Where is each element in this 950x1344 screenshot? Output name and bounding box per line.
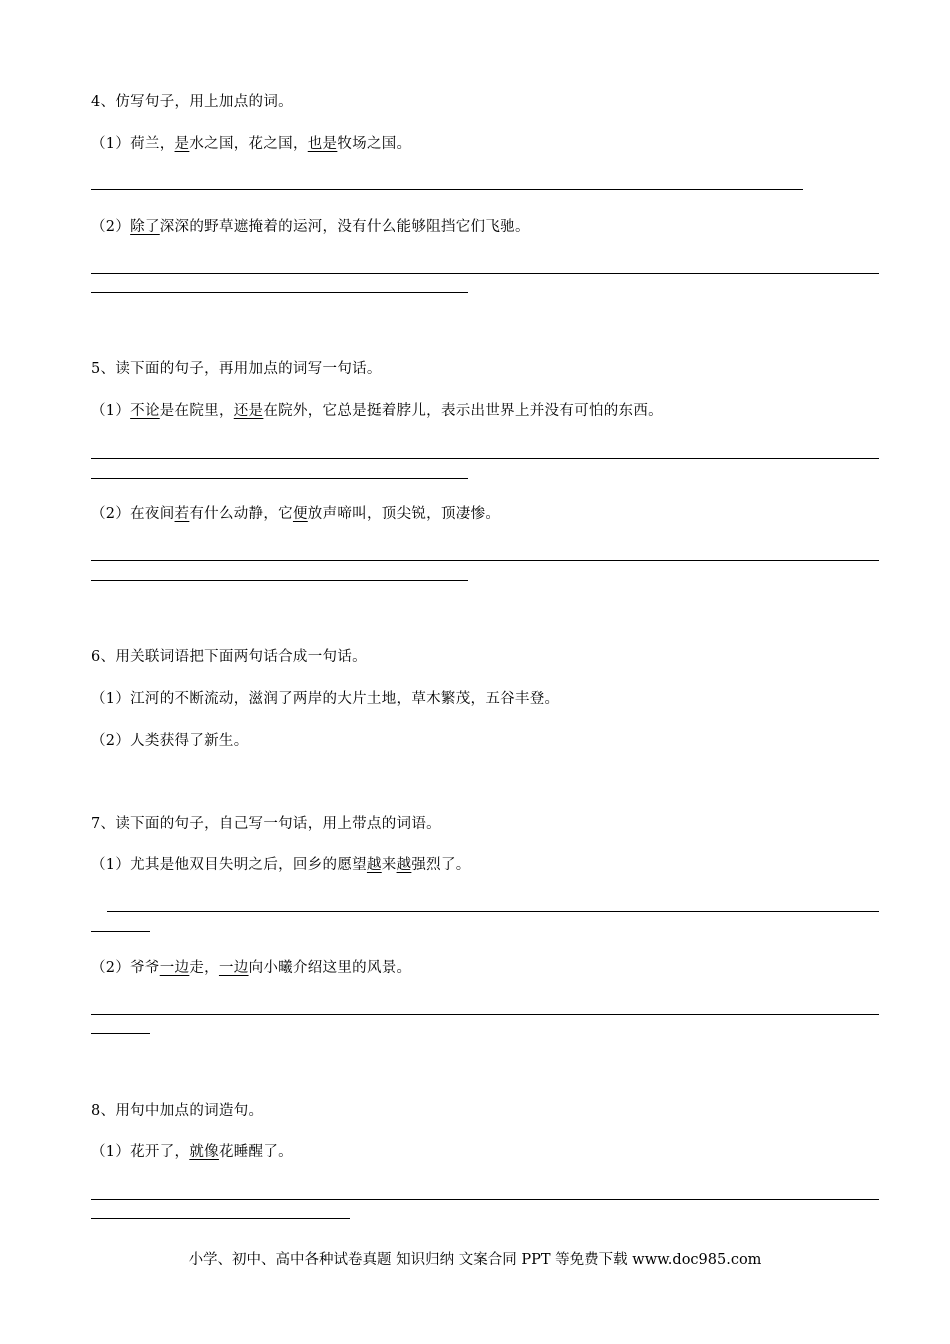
answer-line[interactable] (91, 1199, 879, 1200)
dotted-word: 便 (292, 506, 308, 522)
answer-line[interactable] (107, 911, 879, 912)
q7-sentence-1: （1）尤其是他双目失明之后，回乡的愿望越来越强烈了。 (91, 857, 471, 873)
dotted-word: 还是 (233, 403, 264, 419)
answer-line[interactable] (91, 1014, 879, 1015)
answer-line[interactable] (91, 458, 879, 459)
page-footer: 小学、初中、高中各种试卷真题 知识归纳 文案合同 PPT 等免费下载 www.doc985.com (188, 1252, 762, 1268)
dotted-word: 一边 (218, 960, 249, 976)
dotted-word: 若 (174, 506, 190, 522)
q6-sentence-1: （1）江河的不断流动，滋润了两岸的大片土地，草木繁茂，五谷丰登。 (91, 691, 560, 707)
dotted-word: 是 (174, 136, 190, 152)
dotted-word: 除了 (130, 219, 160, 235)
q5-sentence-1: （1）不论是在院里，还是在院外，它总是挺着脖儿，表示出世界上并没有可怕的东西。 (91, 403, 663, 419)
q6-title: 6、用关联词语把下面两句话合成一句话。 (91, 649, 367, 665)
q5-sentence-2: （2）在夜间若有什么动静，它便放声啼叫，顶尖锐，顶凄惨。 (91, 506, 501, 522)
answer-line[interactable] (91, 478, 468, 479)
q7-title: 7、读下面的句子，自己写一句话，用上带点的词语。 (91, 816, 441, 832)
answer-line[interactable] (91, 189, 803, 190)
dotted-word: 一边 (159, 960, 190, 976)
q4-sentence-2: （2）除了深深的野草遮掩着的运河，没有什么能够阻挡它们飞驰。 (91, 219, 530, 235)
q8-sentence-1: （1）花开了，就像花睡醒了。 (91, 1144, 293, 1160)
q4-title: 4、仿写句子，用上加点的词。 (91, 94, 293, 110)
q5-title: 5、读下面的句子，再用加点的词写一句话。 (91, 361, 382, 377)
dotted-word: 不论 (130, 403, 160, 419)
dotted-word: 也是 (307, 136, 338, 152)
answer-line[interactable] (91, 580, 468, 581)
answer-line[interactable] (91, 931, 150, 932)
dotted-word: 越 (366, 857, 382, 873)
answer-line[interactable] (91, 1218, 350, 1219)
q8-title: 8、用句中加点的词造句。 (91, 1103, 264, 1119)
q6-sentence-2: （2）人类获得了新生。 (91, 733, 249, 749)
answer-line[interactable] (91, 1033, 150, 1034)
dotted-word: 就像 (189, 1144, 219, 1160)
answer-line[interactable] (91, 560, 879, 561)
q4-sentence-1: （1）荷兰，是水之国，花之国，也是牧场之国。 (91, 136, 412, 152)
q7-sentence-2: （2）爷爷一边走，一边向小曦介绍这里的风景。 (91, 960, 412, 976)
answer-line[interactable] (91, 292, 468, 293)
dotted-word: 越 (396, 857, 412, 873)
answer-line[interactable] (91, 273, 879, 274)
